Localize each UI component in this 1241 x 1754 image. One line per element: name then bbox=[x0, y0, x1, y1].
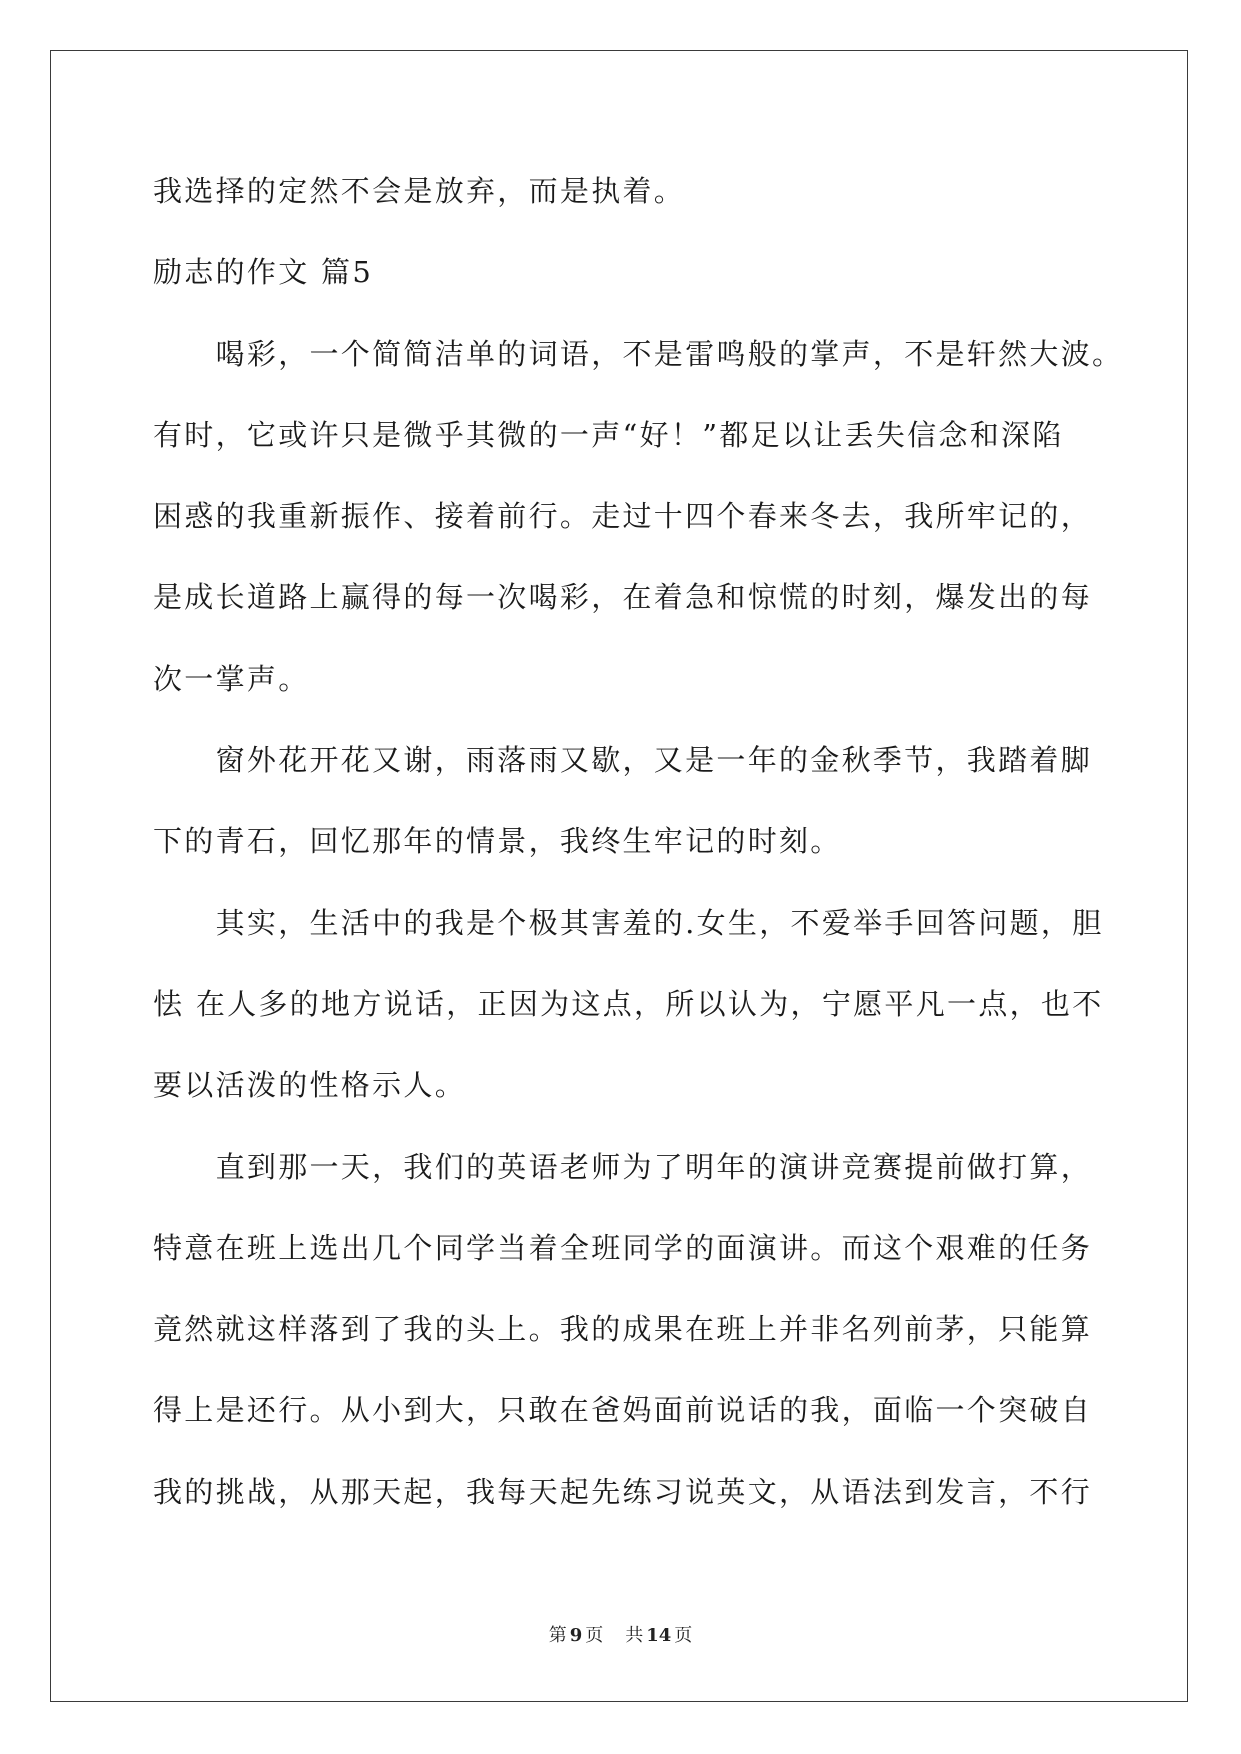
text-line: 竟然就这样落到了我的头上。我的成果在班上并非名列前茅，只能算 bbox=[153, 1312, 1093, 1347]
section-heading: 励志的作文 篇5 bbox=[153, 255, 374, 290]
page-footer bbox=[0, 1624, 1241, 1648]
text-line: 喝彩，一个简简洁单的词语，不是雷鸣般的掌声，不是轩然大波。 bbox=[215, 336, 1124, 371]
total-pages: 14 bbox=[646, 1625, 672, 1646]
text-line: 特意在班上选出几个同学当着全班同学的面演讲。而这个艰难的任务 bbox=[153, 1230, 1093, 1265]
text-line: 其实，生活中的我是个极其害羞的.女生，不爱举手回答问题，胆 bbox=[215, 905, 1104, 940]
page-prefix: 第 bbox=[548, 1625, 567, 1646]
text-line: 怯 在人多的地方说话，正因为这点，所以认为，宁愿平凡一点，也不 bbox=[153, 986, 1104, 1021]
text-line: 我的挑战，从那天起，我每天起先练习说英文，从语法到发言，不行 bbox=[153, 1474, 1093, 1509]
page-suffix: 页 bbox=[585, 1625, 604, 1646]
text-line: 下的青石，回忆那年的情景，我终生牢记的时刻。 bbox=[153, 824, 842, 859]
continuation-line: 我选择的定然不会是放弃，而是执着。 bbox=[153, 174, 686, 208]
paragraph-2 bbox=[153, 720, 1113, 883]
text-line: 得上是还行。从小到大，只敢在爸妈面前说话的我，面临一个突破自 bbox=[153, 1393, 1093, 1428]
document-body bbox=[153, 151, 1124, 1533]
text-line: 困惑的我重新振作、接着前行。走过十四个春来冬去，我所牢记的， bbox=[153, 499, 1093, 534]
total-prefix: 共 bbox=[625, 1625, 644, 1646]
paragraph-4 bbox=[153, 1127, 1113, 1533]
paragraph-3 bbox=[153, 883, 1113, 1127]
page-number: 9 bbox=[569, 1625, 583, 1646]
text-line: 有时，它或许只是微乎其微的一声“好！”都足以让丢失信念和深陷 bbox=[153, 417, 1064, 452]
text-line: 次一掌声。 bbox=[153, 661, 310, 696]
text-line: 直到那一天，我们的英语老师为了明年的演讲竞赛提前做打算， bbox=[215, 1149, 1092, 1184]
total-suffix: 页 bbox=[674, 1625, 693, 1646]
paragraph-1 bbox=[153, 314, 1124, 720]
text-line: 是成长道路上赢得的每一次喝彩，在着急和惊慌的时刻，爆发出的每 bbox=[153, 580, 1093, 615]
text-line: 窗外花开花又谢，雨落雨又歇，又是一年的金秋季节，我踏着脚 bbox=[215, 743, 1092, 778]
text-line: 要以活泼的性格示人。 bbox=[153, 1068, 467, 1103]
